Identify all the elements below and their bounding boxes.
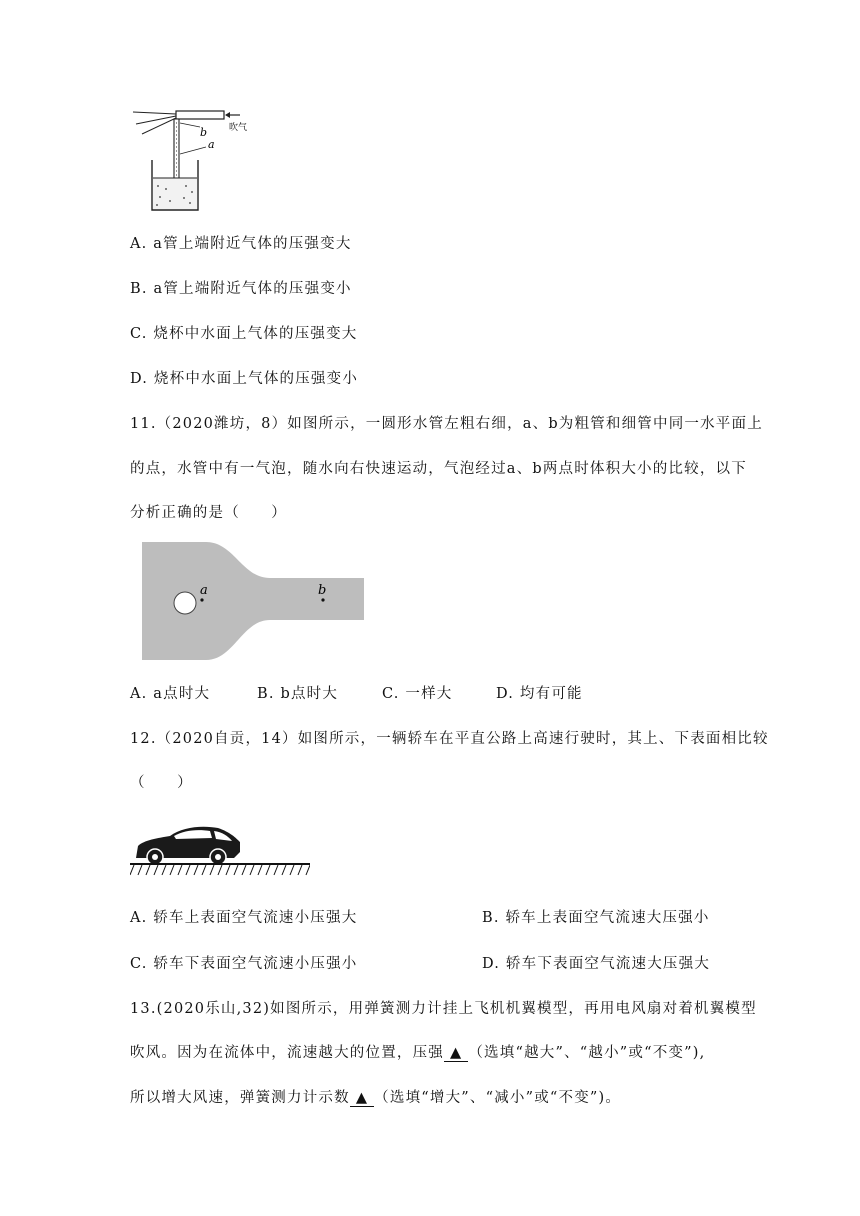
q12-option-c: C. 轿车下表面空气流速小压强小: [130, 956, 358, 972]
q11-point-b: [321, 598, 324, 601]
q11-pipe-figure: [142, 542, 364, 662]
q13-answer-blank-2: ▲: [350, 1090, 374, 1107]
q11-stem-line3: 分析正确的是（ ）: [130, 505, 287, 521]
q10-option-c: C. 烧杯中水面上气体的压强变大: [130, 326, 358, 342]
q13-line2-choices: （选填“越大”、“越小”或“不变”),: [468, 1045, 706, 1061]
q12-option-a: A. 轿车上表面空气流速小压强大: [130, 910, 358, 926]
q13-line2-text: 吹风。因为在流体中，流速越大的位置，压强: [130, 1045, 444, 1061]
q10-figure: [128, 102, 248, 214]
q13-line3-choices: （选填“增大”、“减小”或“不变”)。: [374, 1090, 622, 1106]
q13-line3-text: 所以增大风速，弹簧测力计示数: [130, 1090, 350, 1106]
q13-stem-line1: 13.(2020乐山,32)如图所示，用弹簧测力计挂上飞机机翼模型，再用电风扇对着机翼模型: [130, 1001, 757, 1017]
q11-label-b: b: [318, 583, 327, 598]
q11-option-b: B. b点时大: [257, 686, 339, 702]
q12-stem-line1: 12.（2020自贡，14）如图所示，一辆轿车在平直公路上高速行驶时，其上、下表面相比较: [130, 731, 769, 747]
q11-option-a: A. a点时大: [130, 686, 211, 702]
q12-option-b: B. 轿车上表面空气流速大压强小: [482, 910, 710, 926]
q13-stem-line3: [130, 1086, 621, 1107]
q10-label-a: a: [208, 138, 215, 151]
q12-option-d: D. 轿车下表面空气流速大压强大: [482, 956, 711, 972]
q11-stem-line1: 11.（2020潍坊，8）如图所示，一圆形水管左粗右细，a、b为粗管和细管中同一水平面上: [130, 416, 763, 432]
q12-car-figure: [130, 822, 310, 878]
q13-stem-line2: [130, 1041, 705, 1062]
q11-label-a: a: [200, 583, 208, 598]
q12-stem-line2: （ ）: [130, 775, 193, 791]
q11-point-a: [200, 598, 203, 601]
q11-option-c: C. 一样大: [382, 686, 453, 702]
q10-label-blow: 吹气: [229, 123, 248, 133]
q10-option-b: B. a管上端附近气体的压强变小: [130, 281, 352, 297]
q11-bubble: [174, 592, 196, 614]
q10-option-a: A. a管上端附近气体的压强变大: [130, 236, 352, 252]
q11-option-d: D. 均有可能: [496, 686, 583, 702]
q11-stem-line2: 的点，水管中有一气泡，随水向右快速运动，气泡经过a、b两点时体积大小的比较，以下: [130, 461, 747, 477]
q10-label-b: b: [200, 126, 208, 139]
q13-answer-blank-1: ▲: [444, 1045, 468, 1062]
q10-option-d: D. 烧杯中水面上气体的压强变小: [130, 371, 359, 387]
